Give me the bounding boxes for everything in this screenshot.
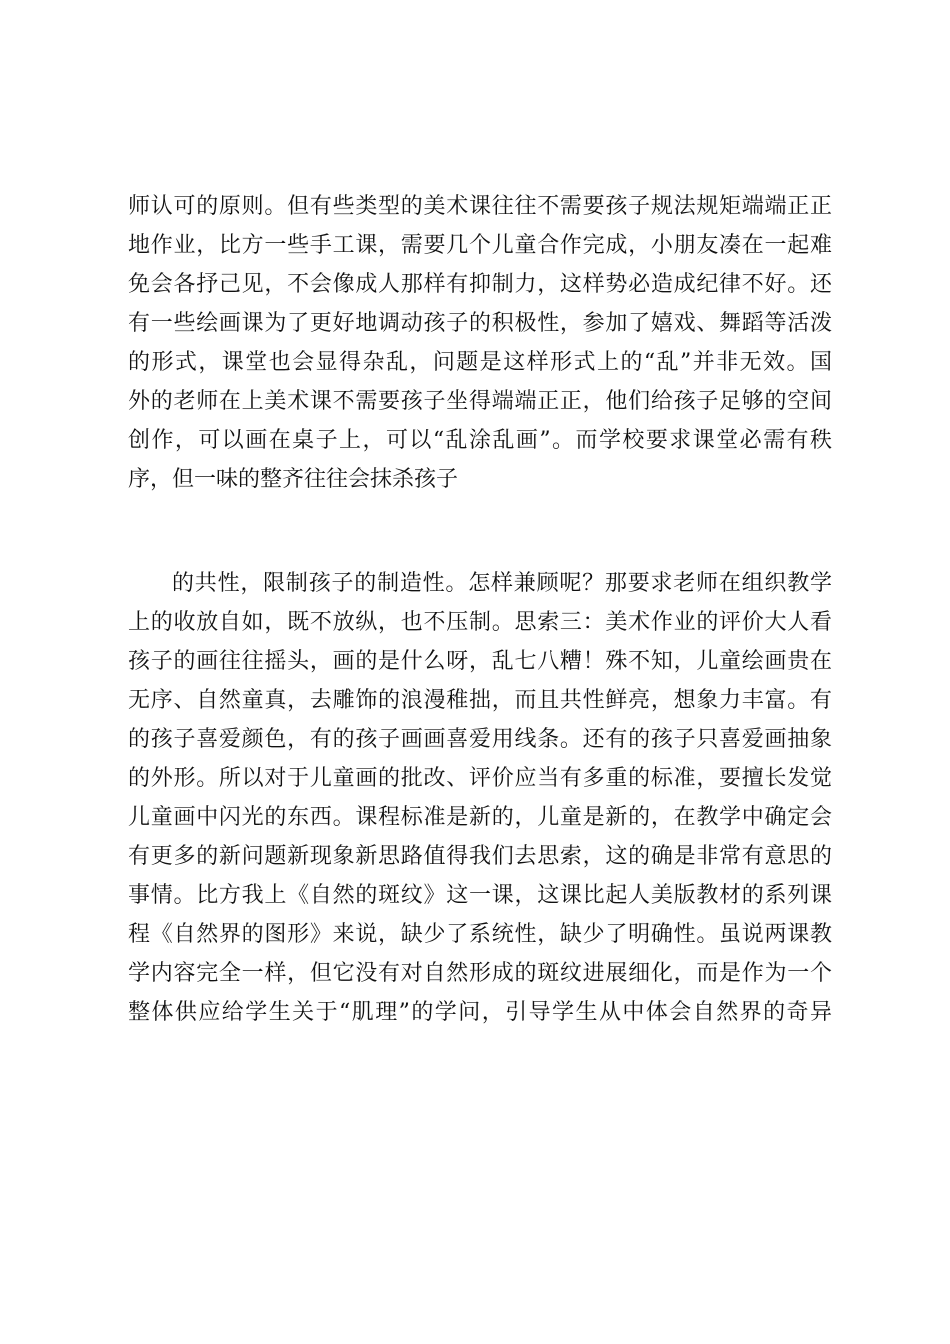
- text-line: 序，但一味的整齐往往会抹杀孩子: [128, 467, 459, 492]
- paragraph-2: [128, 564, 832, 1032]
- text-line: 免会各抒己见，不会像成人那样有抑制力，这样势必造成纪律不好。还: [128, 272, 832, 297]
- text-line: 孩子的画往往摇头，画的是什么呀，乱七八糟！殊不知，儿童绘画贵在: [128, 649, 832, 674]
- text-line: 儿童画中闪光的东西。课程标准是新的，儿童是新的，在教学中确定会: [128, 805, 832, 830]
- text-line: 事情。比方我上《自然的斑纹》这一课，这课比起人美版教材的系列课: [128, 883, 832, 908]
- text-line: 的孩子喜爱颜色，有的孩子画画喜爱用线条。还有的孩子只喜爱画抽象: [128, 727, 832, 752]
- text-line: 程《自然界的图形》来说，缺少了系统性，缺少了明确性。虽说两课教: [128, 922, 832, 947]
- paragraph-1: [128, 187, 832, 499]
- text-line: 有更多的新问题新现象新思路值得我们去思索，这的确是非常有意思的: [128, 844, 832, 869]
- text-line: 有一些绘画课为了更好地调动孩子的积极性，参加了嬉戏、舞蹈等活泼: [128, 311, 832, 336]
- text-line: 学内容完全一样，但它没有对自然形成的斑纹进展细化，而是作为一个: [128, 961, 832, 986]
- text-line: 的外形。所以对于儿童画的批改、评价应当有多重的标准，要擅长发觉: [128, 766, 832, 791]
- text-line: 外的老师在上美术课不需要孩子坐得端端正正，他们给孩子足够的空间: [128, 389, 832, 414]
- text-line: 无序、自然童真，去雕饰的浪漫稚拙，而且共性鲜亮，想象力丰富。有: [128, 688, 832, 713]
- text-line: 师认可的原则。但有些类型的美术课往往不需要孩子规法规矩端端正正: [128, 194, 832, 219]
- text-line: 整体供应给学生关于“肌理”的学问，引导学生从中体会自然界的奇异: [128, 1000, 832, 1025]
- text-line: 上的收放自如，既不放纵，也不压制。思索三：美术作业的评价大人看: [128, 610, 832, 635]
- text-line: 的共性，限制孩子的制造性。怎样兼顾呢？那要求老师在组织教学: [172, 571, 832, 596]
- text-line: 创作，可以画在桌子上，可以“乱涂乱画”。而学校要求课堂必需有秩: [128, 428, 832, 453]
- text-line: 的形式，课堂也会显得杂乱，问题是这样形式上的“乱”并非无效。国: [128, 350, 832, 375]
- text-line: 地作业，比方一些手工课，需要几个儿童合作完成，小朋友凑在一起难: [128, 233, 832, 258]
